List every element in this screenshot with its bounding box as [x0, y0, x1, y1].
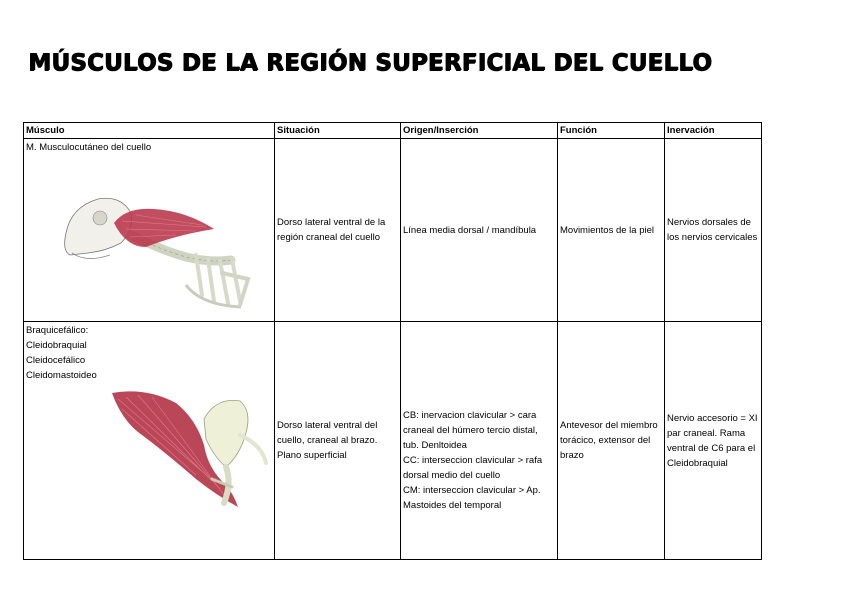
muscles-table	[23, 122, 762, 560]
muscle-cell	[24, 322, 275, 560]
muscle-name-line: M. Musculocutáneo del cuello	[26, 142, 152, 153]
origin-insertion-line: Línea media dorsal / mandíbula	[403, 224, 537, 236]
page-title: MÚSCULOS DE LA REGIÓN SUPERFICIAL DEL CUELLO	[28, 50, 712, 76]
muscle-name-line: Braquicefálico:	[26, 325, 89, 336]
muscle-name-line: Cleidocefálico	[26, 355, 86, 366]
header-innervation: Inervación	[665, 123, 762, 139]
origin-insertion-line: CM: interseccion clavicular > Ap. Mastoides del temporal	[403, 484, 541, 511]
header-muscle: Músculo	[24, 123, 275, 139]
origin-insertion-line: CC: interseccion clavicular > rafa dorsal medio del cuello	[403, 454, 543, 481]
muscle-name-line: Cleidobraquial	[26, 340, 87, 351]
origin-insertion-line: CB: inervacion clavicular > cara craneal del húmero tercio distal, tub. Denltoidea	[403, 409, 538, 451]
dog-skeleton-neck-muscle-illustration	[26, 155, 272, 315]
function-cell: Antevesor del miembro torácico, extensor del brazo	[558, 322, 665, 560]
header-function: Función	[558, 123, 665, 139]
muscle-name-line: Cleidomastoideo	[26, 370, 97, 381]
innervation-cell: Nervio accesorio = XI par craneal. Rama ventral de C6 para el Cleidobraquial	[665, 322, 762, 560]
origin-insertion-cell	[401, 322, 558, 560]
function-cell: Movimientos de la piel	[558, 139, 665, 322]
shoulder-muscle-illustration	[26, 383, 272, 513]
header-origin-insertion: Origen/Inserción	[401, 123, 558, 139]
situation-cell: Dorso lateral ventral de la región craneal del cuello	[275, 139, 401, 322]
header-situation: Situación	[275, 123, 401, 139]
origin-insertion-cell	[401, 139, 558, 322]
table-row	[24, 139, 762, 322]
innervation-cell: Nervios dorsales de los nervios cervicales	[665, 139, 762, 322]
table-row	[24, 322, 762, 560]
table-header-row	[24, 123, 762, 139]
situation-cell: Dorso lateral ventral del cuello, craneal al brazo. Plano superficial	[275, 322, 401, 560]
muscle-cell	[24, 139, 275, 322]
